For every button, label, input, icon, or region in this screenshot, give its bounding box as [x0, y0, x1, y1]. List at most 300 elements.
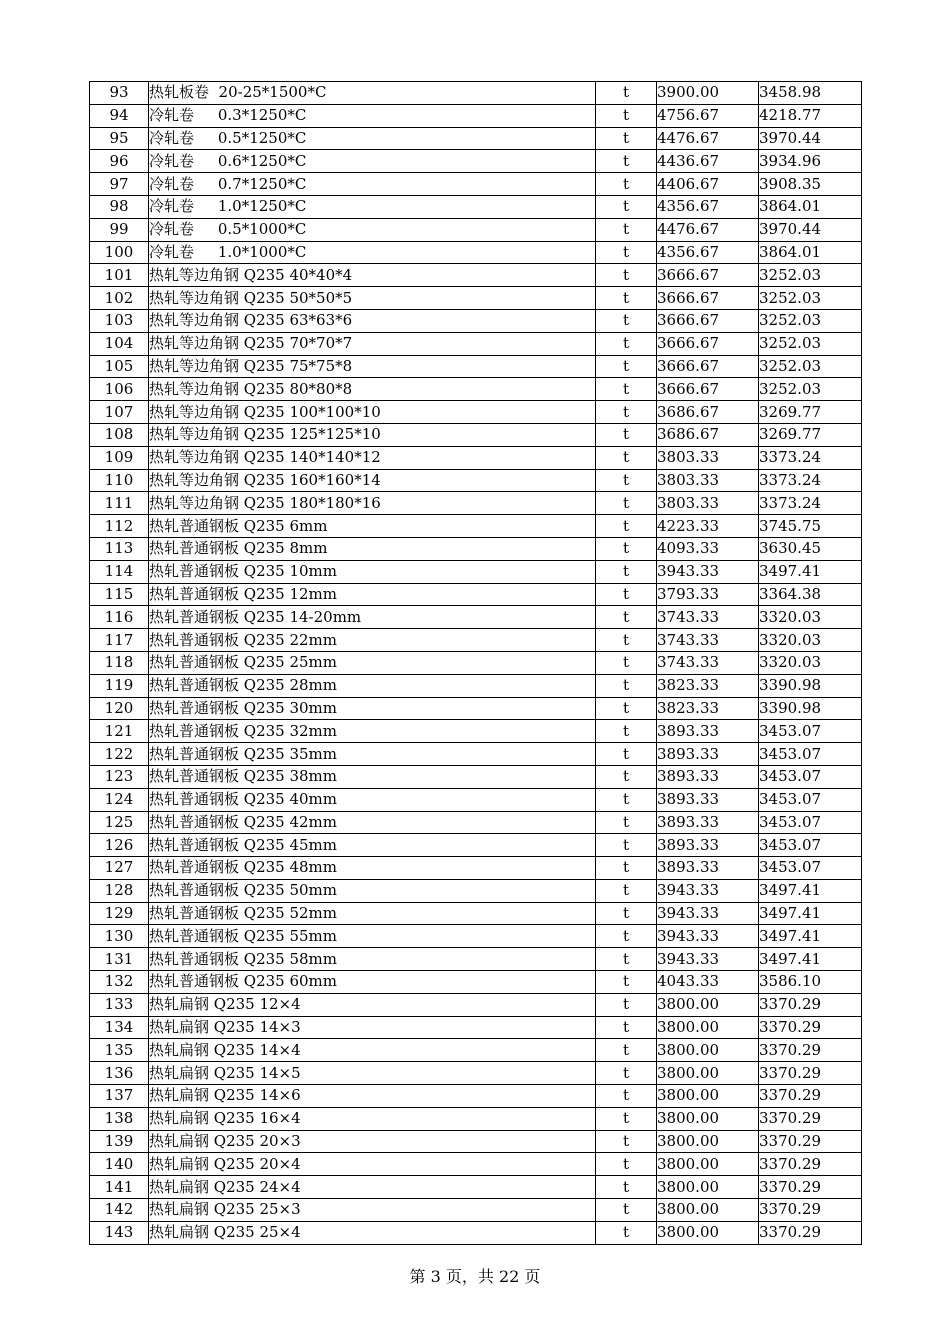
- row-number-cell: 116: [90, 606, 149, 629]
- price-cell: 4223.33: [657, 515, 759, 538]
- table-row: [90, 150, 862, 173]
- row-number-cell: 133: [90, 993, 149, 1016]
- table-row: [90, 697, 862, 720]
- price-cell: 4356.67: [657, 195, 759, 218]
- row-number-cell: 113: [90, 537, 149, 560]
- price-cell: 3803.33: [657, 492, 759, 515]
- table-row: [90, 1085, 862, 1108]
- row-number-cell: 127: [90, 857, 149, 880]
- row-number-cell: 97: [90, 173, 149, 196]
- price-cell: 3800.00: [657, 1199, 759, 1222]
- price-cell: 3686.67: [657, 423, 759, 446]
- price-cell: 3743.33: [657, 651, 759, 674]
- table-row: [90, 218, 862, 241]
- price-excl-tax-cell: 3745.75: [759, 515, 862, 538]
- table-body: [90, 82, 862, 1245]
- price-excl-tax-cell: 3908.35: [759, 173, 862, 196]
- price-cell: 4406.67: [657, 173, 759, 196]
- table-row: [90, 173, 862, 196]
- unit-cell: t: [596, 1130, 657, 1153]
- row-number-cell: 117: [90, 629, 149, 652]
- unit-cell: t: [596, 697, 657, 720]
- row-number-cell: 103: [90, 309, 149, 332]
- table-row: [90, 355, 862, 378]
- row-number-cell: 132: [90, 971, 149, 994]
- unit-cell: t: [596, 1153, 657, 1176]
- item-name-cell: 热轧扁钢 Q235 16×4: [149, 1107, 596, 1130]
- row-number-cell: 99: [90, 218, 149, 241]
- price-excl-tax-cell: 3370.29: [759, 1153, 862, 1176]
- price-excl-tax-cell: 3864.01: [759, 241, 862, 264]
- price-excl-tax-cell: 3630.45: [759, 537, 862, 560]
- unit-cell: t: [596, 1039, 657, 1062]
- price-excl-tax-cell: 3252.03: [759, 309, 862, 332]
- price-excl-tax-cell: 3373.24: [759, 446, 862, 469]
- item-name-cell: 热轧等边角钢 Q235 180*180*16: [149, 492, 596, 515]
- row-number-cell: 94: [90, 104, 149, 127]
- unit-cell: t: [596, 948, 657, 971]
- item-name-cell: 热轧等边角钢 Q235 160*160*14: [149, 469, 596, 492]
- table-row: [90, 492, 862, 515]
- table-row: [90, 309, 862, 332]
- table-row: [90, 515, 862, 538]
- table-row: [90, 834, 862, 857]
- row-number-cell: 112: [90, 515, 149, 538]
- row-number-cell: 131: [90, 948, 149, 971]
- price-cell: 3666.67: [657, 264, 759, 287]
- item-name-cell: 热轧普通钢板 Q235 48mm: [149, 857, 596, 880]
- price-excl-tax-cell: 3453.07: [759, 743, 862, 766]
- item-name-cell: 热轧扁钢 Q235 20×4: [149, 1153, 596, 1176]
- price-excl-tax-cell: 3252.03: [759, 264, 862, 287]
- price-excl-tax-cell: 3370.29: [759, 1130, 862, 1153]
- unit-cell: t: [596, 401, 657, 424]
- price-excl-tax-cell: 3390.98: [759, 674, 862, 697]
- price-excl-tax-cell: 3370.29: [759, 1016, 862, 1039]
- price-excl-tax-cell: 3497.41: [759, 902, 862, 925]
- table-row: [90, 469, 862, 492]
- item-name-cell: 热轧普通钢板 Q235 6mm: [149, 515, 596, 538]
- unit-cell: t: [596, 857, 657, 880]
- table-row: [90, 82, 862, 105]
- row-number-cell: 135: [90, 1039, 149, 1062]
- row-number-cell: 110: [90, 469, 149, 492]
- price-cell: 3943.33: [657, 560, 759, 583]
- price-excl-tax-cell: 3364.38: [759, 583, 862, 606]
- item-name-cell: 热轧普通钢板 Q235 58mm: [149, 948, 596, 971]
- price-excl-tax-cell: 3453.07: [759, 811, 862, 834]
- table-row: [90, 287, 862, 310]
- item-name-cell: 热轧等边角钢 Q235 125*125*10: [149, 423, 596, 446]
- table-row: [90, 1153, 862, 1176]
- item-name-cell: 冷轧卷 0.3*1250*C: [149, 104, 596, 127]
- item-name-cell: 热轧普通钢板 Q235 50mm: [149, 879, 596, 902]
- unit-cell: t: [596, 515, 657, 538]
- item-name-cell: 热轧扁钢 Q235 14×5: [149, 1062, 596, 1085]
- item-name-cell: 热轧普通钢板 Q235 52mm: [149, 902, 596, 925]
- price-excl-tax-cell: 3370.29: [759, 1199, 862, 1222]
- price-excl-tax-cell: 3497.41: [759, 560, 862, 583]
- table-row: [90, 195, 862, 218]
- price-excl-tax-cell: 3370.29: [759, 1085, 862, 1108]
- row-number-cell: 101: [90, 264, 149, 287]
- item-name-cell: 热轧扁钢 Q235 20×3: [149, 1130, 596, 1153]
- row-number-cell: 139: [90, 1130, 149, 1153]
- price-cell: 3893.33: [657, 765, 759, 788]
- price-cell: 4476.67: [657, 127, 759, 150]
- price-excl-tax-cell: 3252.03: [759, 287, 862, 310]
- row-number-cell: 129: [90, 902, 149, 925]
- price-cell: 3893.33: [657, 811, 759, 834]
- price-excl-tax-cell: 3370.29: [759, 1062, 862, 1085]
- row-number-cell: 123: [90, 765, 149, 788]
- item-name-cell: 热轧普通钢板 Q235 60mm: [149, 971, 596, 994]
- item-name-cell: 热轧等边角钢 Q235 140*140*12: [149, 446, 596, 469]
- unit-cell: t: [596, 629, 657, 652]
- item-name-cell: 热轧普通钢板 Q235 45mm: [149, 834, 596, 857]
- table-row: [90, 606, 862, 629]
- item-name-cell: 热轧普通钢板 Q235 25mm: [149, 651, 596, 674]
- row-number-cell: 105: [90, 355, 149, 378]
- unit-cell: t: [596, 492, 657, 515]
- table-row: [90, 378, 862, 401]
- row-number-cell: 120: [90, 697, 149, 720]
- row-number-cell: 130: [90, 925, 149, 948]
- price-excl-tax-cell: 3864.01: [759, 195, 862, 218]
- row-number-cell: 141: [90, 1176, 149, 1199]
- table-row: [90, 651, 862, 674]
- price-excl-tax-cell: 3586.10: [759, 971, 862, 994]
- unit-cell: t: [596, 355, 657, 378]
- price-cell: 3800.00: [657, 1130, 759, 1153]
- table-row: [90, 971, 862, 994]
- price-excl-tax-cell: 4218.77: [759, 104, 862, 127]
- table-row: [90, 264, 862, 287]
- unit-cell: t: [596, 765, 657, 788]
- item-name-cell: 热轧扁钢 Q235 25×3: [149, 1199, 596, 1222]
- row-number-cell: 128: [90, 879, 149, 902]
- row-number-cell: 121: [90, 720, 149, 743]
- price-excl-tax-cell: 3370.29: [759, 1107, 862, 1130]
- table-row: [90, 1016, 862, 1039]
- row-number-cell: 104: [90, 332, 149, 355]
- price-cell: 4436.67: [657, 150, 759, 173]
- item-name-cell: 热轧扁钢 Q235 25×4: [149, 1221, 596, 1244]
- unit-cell: t: [596, 1062, 657, 1085]
- table-row: [90, 674, 862, 697]
- unit-cell: t: [596, 218, 657, 241]
- row-number-cell: 108: [90, 423, 149, 446]
- unit-cell: t: [596, 674, 657, 697]
- price-cell: 3943.33: [657, 879, 759, 902]
- item-name-cell: 热轧普通钢板 Q235 14-20mm: [149, 606, 596, 629]
- item-name-cell: 冷轧卷 0.5*1250*C: [149, 127, 596, 150]
- unit-cell: t: [596, 834, 657, 857]
- row-number-cell: 138: [90, 1107, 149, 1130]
- price-cell: 3686.67: [657, 401, 759, 424]
- item-name-cell: 热轧普通钢板 Q235 42mm: [149, 811, 596, 834]
- price-cell: 3743.33: [657, 629, 759, 652]
- unit-cell: t: [596, 287, 657, 310]
- item-name-cell: 热轧等边角钢 Q235 70*70*7: [149, 332, 596, 355]
- row-number-cell: 102: [90, 287, 149, 310]
- row-number-cell: 119: [90, 674, 149, 697]
- item-name-cell: 热轧等边角钢 Q235 80*80*8: [149, 378, 596, 401]
- price-cell: 3943.33: [657, 902, 759, 925]
- price-cell: 3743.33: [657, 606, 759, 629]
- row-number-cell: 118: [90, 651, 149, 674]
- price-cell: 3893.33: [657, 788, 759, 811]
- price-excl-tax-cell: 3320.03: [759, 629, 862, 652]
- unit-cell: t: [596, 150, 657, 173]
- row-number-cell: 137: [90, 1085, 149, 1108]
- unit-cell: t: [596, 469, 657, 492]
- item-name-cell: 热轧扁钢 Q235 14×4: [149, 1039, 596, 1062]
- price-cell: 3900.00: [657, 82, 759, 105]
- item-name-cell: 热轧普通钢板 Q235 30mm: [149, 697, 596, 720]
- item-name-cell: 冷轧卷 1.0*1000*C: [149, 241, 596, 264]
- item-name-cell: 热轧等边角钢 Q235 50*50*5: [149, 287, 596, 310]
- row-number-cell: 140: [90, 1153, 149, 1176]
- item-name-cell: 冷轧卷 0.5*1000*C: [149, 218, 596, 241]
- price-excl-tax-cell: 3252.03: [759, 332, 862, 355]
- unit-cell: t: [596, 1107, 657, 1130]
- row-number-cell: 95: [90, 127, 149, 150]
- table-row: [90, 537, 862, 560]
- unit-cell: t: [596, 423, 657, 446]
- row-number-cell: 109: [90, 446, 149, 469]
- unit-cell: t: [596, 127, 657, 150]
- unit-cell: t: [596, 606, 657, 629]
- row-number-cell: 125: [90, 811, 149, 834]
- price-cell: 3800.00: [657, 1107, 759, 1130]
- item-name-cell: 热轧扁钢 Q235 24×4: [149, 1176, 596, 1199]
- table-row: [90, 902, 862, 925]
- table-row: [90, 811, 862, 834]
- price-excl-tax-cell: 3252.03: [759, 378, 862, 401]
- row-number-cell: 98: [90, 195, 149, 218]
- row-number-cell: 107: [90, 401, 149, 424]
- unit-cell: t: [596, 82, 657, 105]
- unit-cell: t: [596, 925, 657, 948]
- price-excl-tax-cell: 3320.03: [759, 606, 862, 629]
- table-row: [90, 925, 862, 948]
- item-name-cell: 热轧板卷 20-25*1500*C: [149, 82, 596, 105]
- table-row: [90, 401, 862, 424]
- item-name-cell: 热轧扁钢 Q235 14×3: [149, 1016, 596, 1039]
- unit-cell: t: [596, 264, 657, 287]
- item-name-cell: 热轧等边角钢 Q235 40*40*4: [149, 264, 596, 287]
- price-excl-tax-cell: 3970.44: [759, 127, 862, 150]
- price-cell: 3823.33: [657, 697, 759, 720]
- price-cell: 3893.33: [657, 720, 759, 743]
- item-name-cell: 热轧普通钢板 Q235 40mm: [149, 788, 596, 811]
- price-cell: 3893.33: [657, 743, 759, 766]
- item-name-cell: 热轧普通钢板 Q235 32mm: [149, 720, 596, 743]
- price-excl-tax-cell: 3497.41: [759, 879, 862, 902]
- unit-cell: t: [596, 1085, 657, 1108]
- item-name-cell: 冷轧卷 0.6*1250*C: [149, 150, 596, 173]
- price-cell: 4093.33: [657, 537, 759, 560]
- table-row: [90, 1221, 862, 1244]
- price-excl-tax-cell: 3453.07: [759, 720, 862, 743]
- table-row: [90, 1107, 862, 1130]
- row-number-cell: 100: [90, 241, 149, 264]
- item-name-cell: 热轧普通钢板 Q235 12mm: [149, 583, 596, 606]
- price-excl-tax-cell: 3370.29: [759, 1221, 862, 1244]
- table-row: [90, 765, 862, 788]
- item-name-cell: 热轧普通钢板 Q235 8mm: [149, 537, 596, 560]
- item-name-cell: 冷轧卷 0.7*1250*C: [149, 173, 596, 196]
- price-cell: 3666.67: [657, 309, 759, 332]
- unit-cell: t: [596, 743, 657, 766]
- price-cell: 3823.33: [657, 674, 759, 697]
- page-footer: 第 3 页，共 22 页: [409, 1267, 541, 1286]
- unit-cell: t: [596, 971, 657, 994]
- price-cell: 3943.33: [657, 948, 759, 971]
- item-name-cell: 热轧普通钢板 Q235 38mm: [149, 765, 596, 788]
- price-cell: 3666.67: [657, 332, 759, 355]
- row-number-cell: 143: [90, 1221, 149, 1244]
- unit-cell: t: [596, 309, 657, 332]
- table-row: [90, 948, 862, 971]
- item-name-cell: 热轧普通钢板 Q235 22mm: [149, 629, 596, 652]
- unit-cell: t: [596, 1199, 657, 1222]
- unit-cell: t: [596, 241, 657, 264]
- price-excl-tax-cell: 3252.03: [759, 355, 862, 378]
- price-excl-tax-cell: 3373.24: [759, 492, 862, 515]
- price-cell: 3666.67: [657, 287, 759, 310]
- price-excl-tax-cell: 3497.41: [759, 925, 862, 948]
- table-row: [90, 1130, 862, 1153]
- unit-cell: t: [596, 378, 657, 401]
- unit-cell: t: [596, 195, 657, 218]
- row-number-cell: 111: [90, 492, 149, 515]
- price-excl-tax-cell: 3370.29: [759, 993, 862, 1016]
- price-excl-tax-cell: 3453.07: [759, 765, 862, 788]
- unit-cell: t: [596, 104, 657, 127]
- price-cell: 3800.00: [657, 1062, 759, 1085]
- table-row: [90, 743, 862, 766]
- price-cell: 3943.33: [657, 925, 759, 948]
- item-name-cell: 热轧普通钢板 Q235 28mm: [149, 674, 596, 697]
- row-number-cell: 124: [90, 788, 149, 811]
- price-cell: 4043.33: [657, 971, 759, 994]
- item-name-cell: 热轧等边角钢 Q235 75*75*8: [149, 355, 596, 378]
- price-excl-tax-cell: 3269.77: [759, 401, 862, 424]
- price-excl-tax-cell: 3970.44: [759, 218, 862, 241]
- row-number-cell: 114: [90, 560, 149, 583]
- price-cell: 3800.00: [657, 1221, 759, 1244]
- item-name-cell: 热轧扁钢 Q235 12×4: [149, 993, 596, 1016]
- table-row: [90, 857, 862, 880]
- table-row: [90, 993, 862, 1016]
- price-cell: 3800.00: [657, 1176, 759, 1199]
- unit-cell: t: [596, 811, 657, 834]
- item-name-cell: 热轧普通钢板 Q235 55mm: [149, 925, 596, 948]
- price-cell: 3800.00: [657, 1016, 759, 1039]
- price-excl-tax-cell: 3453.07: [759, 857, 862, 880]
- price-cell: 3803.33: [657, 446, 759, 469]
- price-table: [89, 81, 862, 1245]
- unit-cell: t: [596, 720, 657, 743]
- unit-cell: t: [596, 1016, 657, 1039]
- row-number-cell: 136: [90, 1062, 149, 1085]
- table-row: [90, 560, 862, 583]
- price-cell: 4476.67: [657, 218, 759, 241]
- price-excl-tax-cell: 3320.03: [759, 651, 862, 674]
- price-excl-tax-cell: 3453.07: [759, 788, 862, 811]
- table-row: [90, 241, 862, 264]
- row-number-cell: 142: [90, 1199, 149, 1222]
- table-row: [90, 629, 862, 652]
- price-cell: 3893.33: [657, 834, 759, 857]
- price-cell: 3666.67: [657, 378, 759, 401]
- row-number-cell: 115: [90, 583, 149, 606]
- table-row: [90, 423, 862, 446]
- row-number-cell: 93: [90, 82, 149, 105]
- price-cell: 3800.00: [657, 993, 759, 1016]
- table-row: [90, 1062, 862, 1085]
- item-name-cell: 热轧等边角钢 Q235 100*100*10: [149, 401, 596, 424]
- table-row: [90, 332, 862, 355]
- price-excl-tax-cell: 3458.98: [759, 82, 862, 105]
- price-cell: 3800.00: [657, 1039, 759, 1062]
- table-row: [90, 104, 862, 127]
- unit-cell: t: [596, 993, 657, 1016]
- table-row: [90, 788, 862, 811]
- unit-cell: t: [596, 879, 657, 902]
- price-excl-tax-cell: 3269.77: [759, 423, 862, 446]
- unit-cell: t: [596, 1176, 657, 1199]
- price-cell: 3666.67: [657, 355, 759, 378]
- price-excl-tax-cell: 3934.96: [759, 150, 862, 173]
- item-name-cell: 热轧普通钢板 Q235 35mm: [149, 743, 596, 766]
- table-row: [90, 583, 862, 606]
- row-number-cell: 126: [90, 834, 149, 857]
- price-cell: 3793.33: [657, 583, 759, 606]
- price-cell: 3800.00: [657, 1085, 759, 1108]
- item-name-cell: 热轧等边角钢 Q235 63*63*6: [149, 309, 596, 332]
- table-row: [90, 1039, 862, 1062]
- price-cell: 3803.33: [657, 469, 759, 492]
- row-number-cell: 106: [90, 378, 149, 401]
- unit-cell: t: [596, 902, 657, 925]
- price-excl-tax-cell: 3373.24: [759, 469, 862, 492]
- item-name-cell: 热轧扁钢 Q235 14×6: [149, 1085, 596, 1108]
- price-excl-tax-cell: 3497.41: [759, 948, 862, 971]
- row-number-cell: 96: [90, 150, 149, 173]
- row-number-cell: 134: [90, 1016, 149, 1039]
- table-row: [90, 1176, 862, 1199]
- unit-cell: t: [596, 788, 657, 811]
- table-row: [90, 879, 862, 902]
- price-cell: 4756.67: [657, 104, 759, 127]
- unit-cell: t: [596, 583, 657, 606]
- unit-cell: t: [596, 446, 657, 469]
- unit-cell: t: [596, 560, 657, 583]
- unit-cell: t: [596, 173, 657, 196]
- item-name-cell: 热轧普通钢板 Q235 10mm: [149, 560, 596, 583]
- price-cell: 4356.67: [657, 241, 759, 264]
- price-excl-tax-cell: 3370.29: [759, 1039, 862, 1062]
- unit-cell: t: [596, 537, 657, 560]
- table-row: [90, 1199, 862, 1222]
- unit-cell: t: [596, 332, 657, 355]
- price-cell: 3893.33: [657, 857, 759, 880]
- unit-cell: t: [596, 1221, 657, 1244]
- row-number-cell: 122: [90, 743, 149, 766]
